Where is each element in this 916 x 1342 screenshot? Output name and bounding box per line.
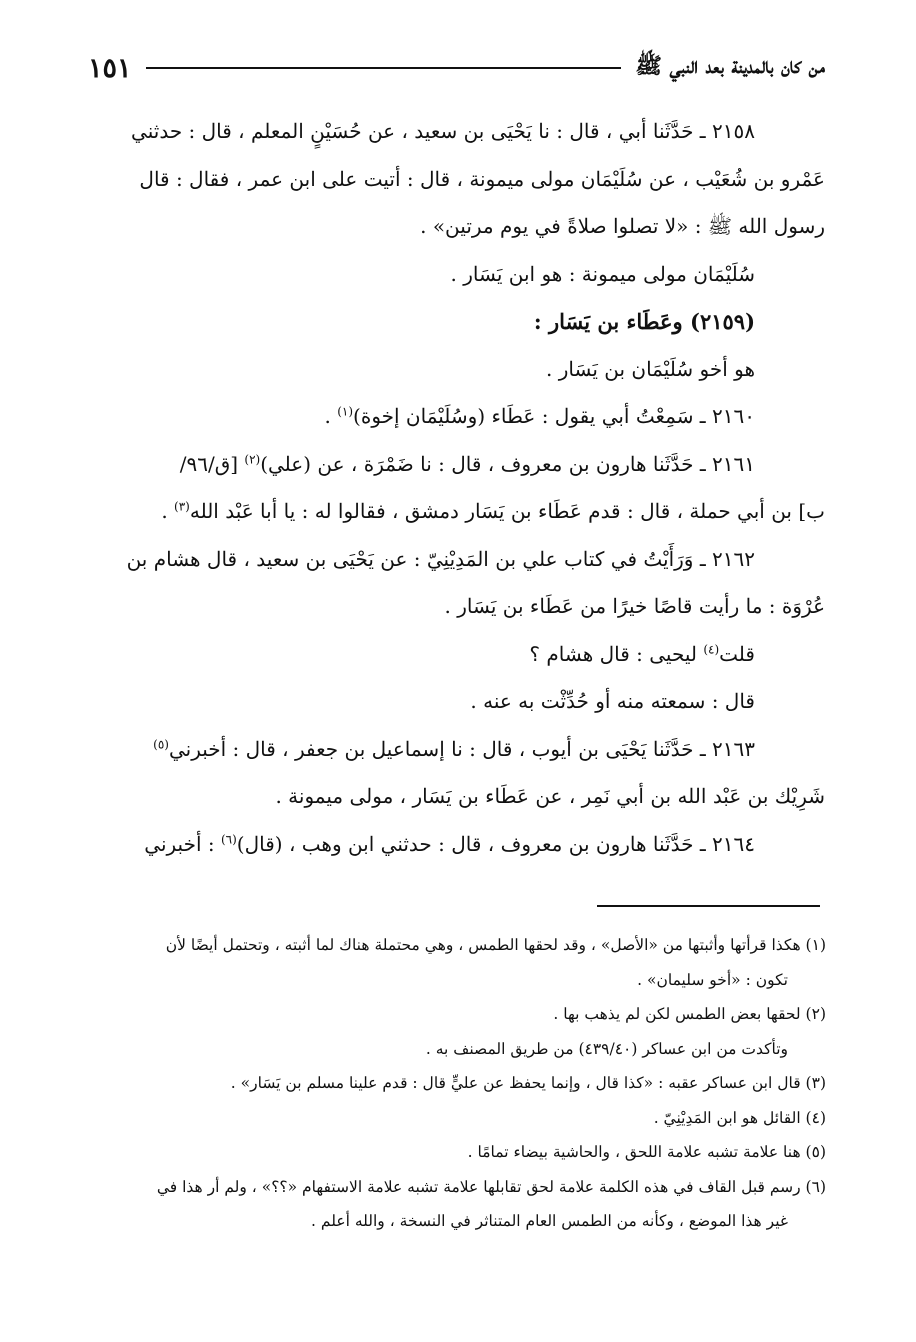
entry-description-2159: هو أخو سُلَيْمَان بن يَسَار . [546, 356, 755, 381]
footnote-ref-5: (٥) [153, 736, 169, 751]
hadith-2163-text: ٢١٦٣ ـ حَدَّثَنا يَحْيَى بن أيوب ، قال : نا إسماعيل بن جعفر ، قال : أخبرني [168, 736, 755, 761]
hadith-2161-end: . [161, 499, 175, 523]
manuscript-folio-marker: [ق/٩٦/ [179, 451, 245, 476]
hadith-2163-line-2: شَرِيْك بن عَبْد الله بن أبي نَمِر ، عن عَطَاء بن يَسَار ، مولى ميمونة . [275, 784, 825, 808]
hadith-2164-text: ٢١٦٤ ـ حَدَّثَنا هارون بن معروف ، قال : حدثني ابن وهب ، (قال) [236, 831, 755, 856]
question-word: قلت [719, 641, 755, 666]
hadith-2161-text: ٢١٦١ ـ حَدَّثَنا هارون بن معروف ، قال : نا ضَمْرَة ، عن (علي) [260, 451, 755, 476]
footnote-ref-6: (٦) [220, 831, 237, 846]
hadith-2164-line-1 [90, 821, 825, 869]
entry-heading-2159: (٢١٥٩) وعَطَاء بن يَسَار : [533, 309, 755, 334]
footnotes [78, 928, 826, 1239]
question-text: ليحيى : قال هشام ؟ [529, 641, 704, 666]
hadith-2160 [90, 393, 825, 441]
footnote-ref-4: (٤) [703, 641, 720, 656]
hadith-2164-end: : أخبرني [144, 831, 221, 856]
footnote-ref-2: (٢) [244, 451, 261, 466]
footnote-6-line-1: (٦) رسم قبل القاف في هذه الكلمة علامة لحق تقابلها علامة تشبه علامة الاستفهام «؟؟» ، ولم أر هذا في [156, 1177, 826, 1196]
hadith-2160-end: . [324, 404, 338, 428]
hadith-2161-line-1 [90, 441, 825, 489]
footnote-3: (٣) قال ابن عساكر عقبه : «كذا قال ، وإنما يحفظ عن عليٍّ قال : قدم علينا مسلم بن يَسَار» . [230, 1074, 826, 1092]
header-rule [146, 67, 622, 69]
hadith-2162-answer: قال : سمعته منه أو حُدِّثْت به عنه . [470, 689, 755, 713]
hadith-2162-line-2: عُرْوَة : ما رأيت قاصًا خيرًا من عَطَاء بن يَسَار . [444, 594, 825, 618]
running-title: من كان بالمدينة بعد النبي ﷺ [635, 53, 825, 79]
hadith-2163-line-1 [90, 726, 825, 774]
hadith-2161-text-2: ب] بن أبي حملة ، قال : قدم عَطَاء بن يَسَار دمشق ، فقالوا له : يا أبا عَبْد الله [189, 499, 825, 523]
footnote-ref-3: (٣) [174, 499, 190, 514]
footnote-2-line-1: (٢) لحقها بعض الطمس لكن لم يذهب بها . [553, 1005, 826, 1023]
note-sulayman: سُلَيْمَان مولى ميمونة : هو ابن يَسَار . [450, 261, 755, 286]
hadith-2158-line-1: ٢١٥٨ ـ حَدَّثَنا أبي ، قال : نا يَحْيَى بن سعيد ، عن حُسَيْنٍ المعلم ، قال : حدثني [131, 119, 755, 143]
hadith-2161-line-2 [90, 488, 825, 536]
main-text [90, 108, 825, 868]
footnote-6-line-2: غير هذا الموضع ، وكأنه من الطمس العام المتناثر في النسخة ، والله أعلم . [311, 1212, 788, 1230]
hadith-2158-line-3: رسول الله ﷺ : «لا تصلوا صلاةً في يوم مرتين» . [420, 214, 825, 238]
footnote-ref-1: (١) [337, 404, 354, 419]
hadith-2158-line-2: عَمْرو بن شُعَيْب ، عن سُلَيْمَان مولى ميمونة ، قال : أتيت على ابن عمر ، فقال : قال [139, 166, 825, 191]
footnote-2-line-2: وتأكدت من ابن عساكر (٤٣٩/٤٠) من طريق المصنف به . [425, 1039, 788, 1058]
hadith-2162-line-1: ٢١٦٢ ـ وَرَأَيْتُ في كتاب علي بن المَدِيْنِيّ : عن يَحْيَى بن سعيد ، قال هشام بن [126, 546, 755, 571]
footnote-5: (٥) هنا علامة تشبه علامة اللحق ، والحاشية بيضاء تمامًا . [467, 1143, 826, 1161]
hadith-2160-text: ٢١٦٠ ـ سَمِعْتُ أبي يقول : عَطَاء (وسُلَيْمَان إخوة) [353, 404, 755, 428]
footnote-separator [597, 905, 820, 907]
hadith-2162-question [90, 631, 825, 679]
footnote-4: (٤) القائل هو ابن المَدِيْنِيّ . [653, 1108, 826, 1127]
page-number: ١٥١ [88, 52, 132, 84]
footnote-1-line-2: تكون : «أخو سليمان» . [637, 970, 788, 989]
footnote-1-line-1: (١) هكذا قرأتها وأثبتها من «الأصل» ، وقد لحقها الطمس ، وهي محتملة هناك لما أثبته ، وتحتمل أيضًا لأن [165, 936, 826, 954]
page-header [80, 46, 825, 90]
